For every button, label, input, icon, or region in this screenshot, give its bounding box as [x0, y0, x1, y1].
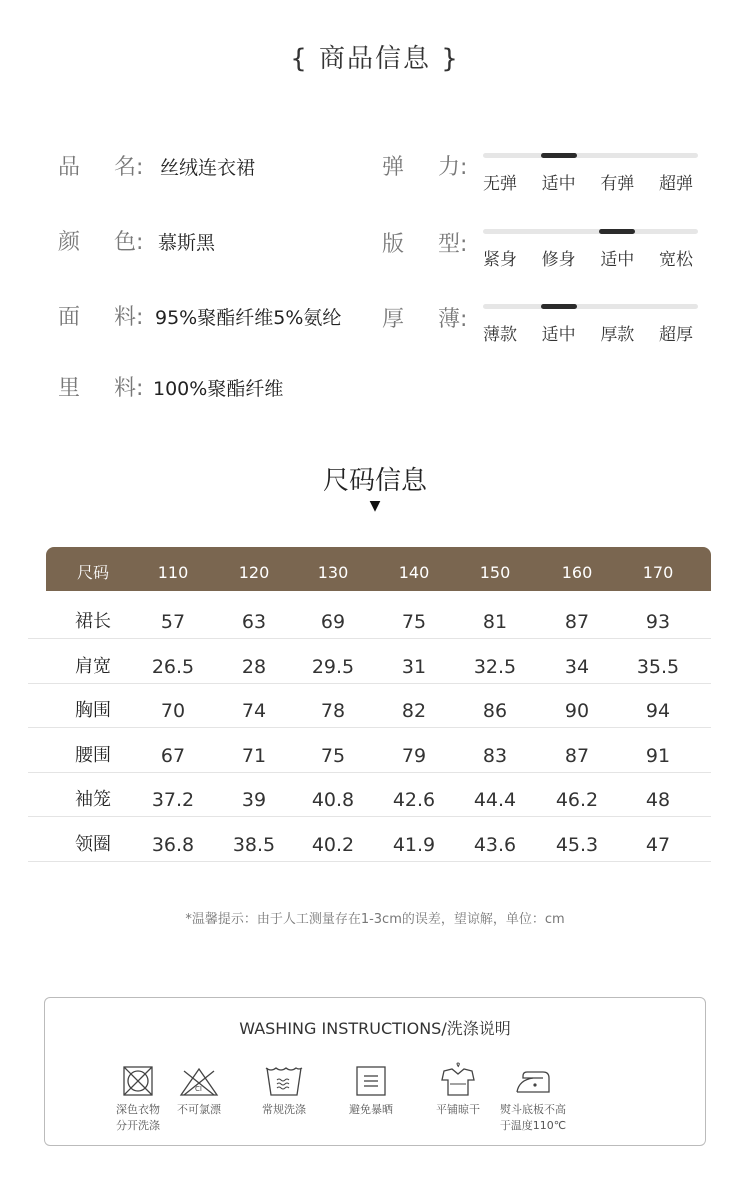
size-section-title: 尺码信息	[322, 466, 427, 496]
wash-label-line2: 分开洗涤	[116, 1119, 160, 1132]
row-divider	[28, 683, 711, 684]
wash-item	[154, 1062, 244, 1118]
row-label: 胸围	[75, 700, 111, 722]
thickness-scale	[483, 304, 698, 345]
wash-label-line1: 熨斗底板不高	[500, 1103, 566, 1116]
header-cell: 170	[642, 563, 674, 582]
row-divider	[28, 772, 711, 773]
table-cell: 39	[241, 789, 267, 812]
fit-scale	[483, 229, 698, 270]
row-label: 袖笼	[75, 789, 111, 811]
scale-option: 适中	[541, 325, 576, 345]
row-divider	[28, 727, 711, 728]
fit-label-b: 型:	[438, 232, 468, 257]
table-cell: 57	[160, 611, 186, 633]
name-value: 丝绒连衣裙	[160, 157, 256, 179]
table-cell: 91	[645, 744, 671, 767]
iron-icon	[488, 1062, 578, 1098]
scale-option: 适中	[541, 174, 576, 194]
fabric-label-a: 面	[58, 305, 81, 330]
table-cell: 32.5	[473, 655, 517, 678]
table-cell: 34	[564, 655, 590, 678]
header-cell: 110	[157, 563, 189, 582]
scale-track	[483, 229, 698, 234]
table-cell: 70	[160, 700, 186, 723]
wash-label-line1: 平铺晾干	[436, 1103, 480, 1116]
wash-label-line1: 避免暴晒	[349, 1103, 393, 1116]
elasticity-label-a: 弹	[382, 155, 405, 180]
table-cell: 31	[401, 655, 427, 678]
table-cell: 46.2	[555, 789, 599, 812]
elasticity-label-b: 力:	[438, 155, 468, 180]
thickness-label-a: 厚	[382, 307, 405, 332]
shade-dry-icon	[326, 1062, 416, 1098]
wash-item	[488, 1062, 578, 1134]
table-cell: 82	[401, 700, 427, 723]
scale-option: 薄款	[483, 325, 517, 345]
table-cell: 35.5	[636, 655, 680, 678]
wash-label	[239, 1102, 329, 1118]
scale-option: 超弹	[658, 174, 693, 194]
table-cell: 75	[320, 744, 346, 767]
header-cell: 120	[238, 563, 270, 582]
no-bleach-icon	[154, 1062, 244, 1098]
lining-label	[58, 371, 143, 402]
wash-label-line1: 常规洗涤	[262, 1103, 306, 1116]
table-cell: 79	[401, 744, 427, 767]
wash-label-line1: 不可氯漂	[177, 1103, 221, 1116]
table-cell: 26.5	[151, 655, 195, 678]
table-cell: 78	[320, 700, 346, 723]
fabric-label-b: 料:	[114, 305, 144, 330]
fabric-label	[58, 300, 143, 331]
table-cell: 86	[482, 700, 508, 723]
table-cell: 74	[241, 700, 267, 723]
table-cell: 48	[645, 789, 671, 812]
header-cell: 140	[398, 563, 430, 582]
scale-option: 修身	[541, 250, 576, 270]
table-cell: 42.6	[392, 789, 436, 812]
table-cell: 67	[160, 744, 186, 767]
table-cell: 45.3	[555, 834, 599, 856]
table-cell: 41.9	[392, 834, 436, 856]
header-cell: 130	[317, 563, 349, 582]
scale-option: 宽松	[658, 250, 693, 270]
wash-item	[326, 1062, 416, 1118]
wash-tub-icon	[239, 1062, 329, 1098]
scale-marker	[541, 304, 577, 309]
wash-label	[154, 1102, 244, 1118]
scale-option: 有弹	[600, 174, 635, 194]
scale-marker	[541, 153, 577, 158]
elasticity-label	[382, 150, 467, 181]
page-title: { 商品信息 }	[290, 44, 460, 74]
table-cell: 87	[564, 744, 590, 767]
wash-item	[239, 1062, 329, 1118]
lining-label-b: 料:	[114, 376, 144, 401]
wash-label-line1: 深色衣物	[116, 1103, 160, 1116]
table-cell: 90	[564, 700, 590, 723]
elasticity-scale	[483, 153, 698, 194]
fit-label-a: 版	[382, 232, 405, 257]
table-cell: 63	[241, 611, 267, 633]
scale-option: 紧身	[483, 250, 517, 270]
name-label	[58, 150, 143, 181]
row-label: 腰围	[75, 744, 111, 766]
row-divider	[28, 638, 711, 639]
table-cell: 69	[320, 611, 346, 633]
scale-option: 超厚	[658, 325, 693, 345]
table-cell: 93	[645, 611, 671, 633]
down-arrow-icon: ▼	[369, 498, 381, 514]
fit-label	[382, 227, 467, 258]
scale-track	[483, 304, 698, 309]
name-label-a: 品	[58, 155, 81, 180]
size-table-header	[46, 547, 711, 591]
row-divider	[28, 861, 711, 862]
row-label: 肩宽	[75, 655, 111, 677]
washing-title: WASHING INSTRUCTIONS/洗涤说明	[239, 1019, 511, 1038]
color-label	[58, 225, 143, 256]
measurement-note: *温馨提示：由于人工测量存在1-3cm的误差，望谅解，单位：cm	[185, 912, 565, 927]
thickness-label-b: 薄:	[438, 307, 468, 332]
thickness-label	[382, 302, 467, 333]
table-cell: 94	[645, 700, 671, 723]
table-cell: 87	[564, 611, 590, 633]
table-cell: 81	[482, 611, 508, 633]
table-cell: 29.5	[311, 655, 355, 678]
header-cell: 160	[561, 563, 593, 582]
scale-labels	[475, 320, 701, 345]
svg-text:CI: CI	[195, 1085, 202, 1093]
table-cell: 71	[241, 744, 267, 767]
lining-label-a: 里	[58, 376, 81, 401]
scale-marker	[599, 229, 635, 234]
fabric-value: 95%聚酯纤维5%氨纶	[155, 307, 342, 329]
scale-track	[483, 153, 698, 158]
wash-label	[488, 1102, 578, 1134]
table-cell: 28	[241, 655, 267, 678]
lining-value: 100%聚酯纤维	[153, 378, 284, 400]
color-label-a: 颜	[58, 230, 81, 255]
header-cell-size: 尺码	[76, 563, 109, 582]
wash-label	[326, 1102, 416, 1118]
scale-labels	[475, 245, 701, 270]
table-cell: 40.2	[311, 834, 355, 856]
row-label: 裙长	[75, 611, 111, 632]
table-cell: 43.6	[473, 834, 517, 856]
scale-option: 适中	[600, 250, 635, 270]
scale-option: 厚款	[600, 325, 635, 345]
table-cell: 44.4	[473, 789, 517, 812]
scale-labels	[475, 169, 701, 194]
table-cell: 75	[401, 611, 427, 633]
table-cell: 40.8	[311, 789, 355, 812]
wash-label-line2: 于温度110℃	[499, 1119, 567, 1132]
header-cell: 150	[479, 563, 511, 582]
table-cell: 37.2	[151, 789, 195, 812]
table-cell: 47	[645, 834, 671, 856]
scale-option: 无弹	[483, 174, 517, 194]
row-divider	[28, 816, 711, 817]
name-label-b: 名:	[114, 155, 144, 180]
table-cell: 83	[482, 744, 508, 767]
washing-instructions-box	[44, 997, 706, 1146]
color-label-b: 色:	[114, 230, 144, 255]
row-label: 领圈	[75, 834, 111, 855]
table-cell: 36.8	[151, 834, 195, 856]
table-cell: 38.5	[232, 834, 276, 856]
color-value: 慕斯黑	[158, 232, 216, 254]
